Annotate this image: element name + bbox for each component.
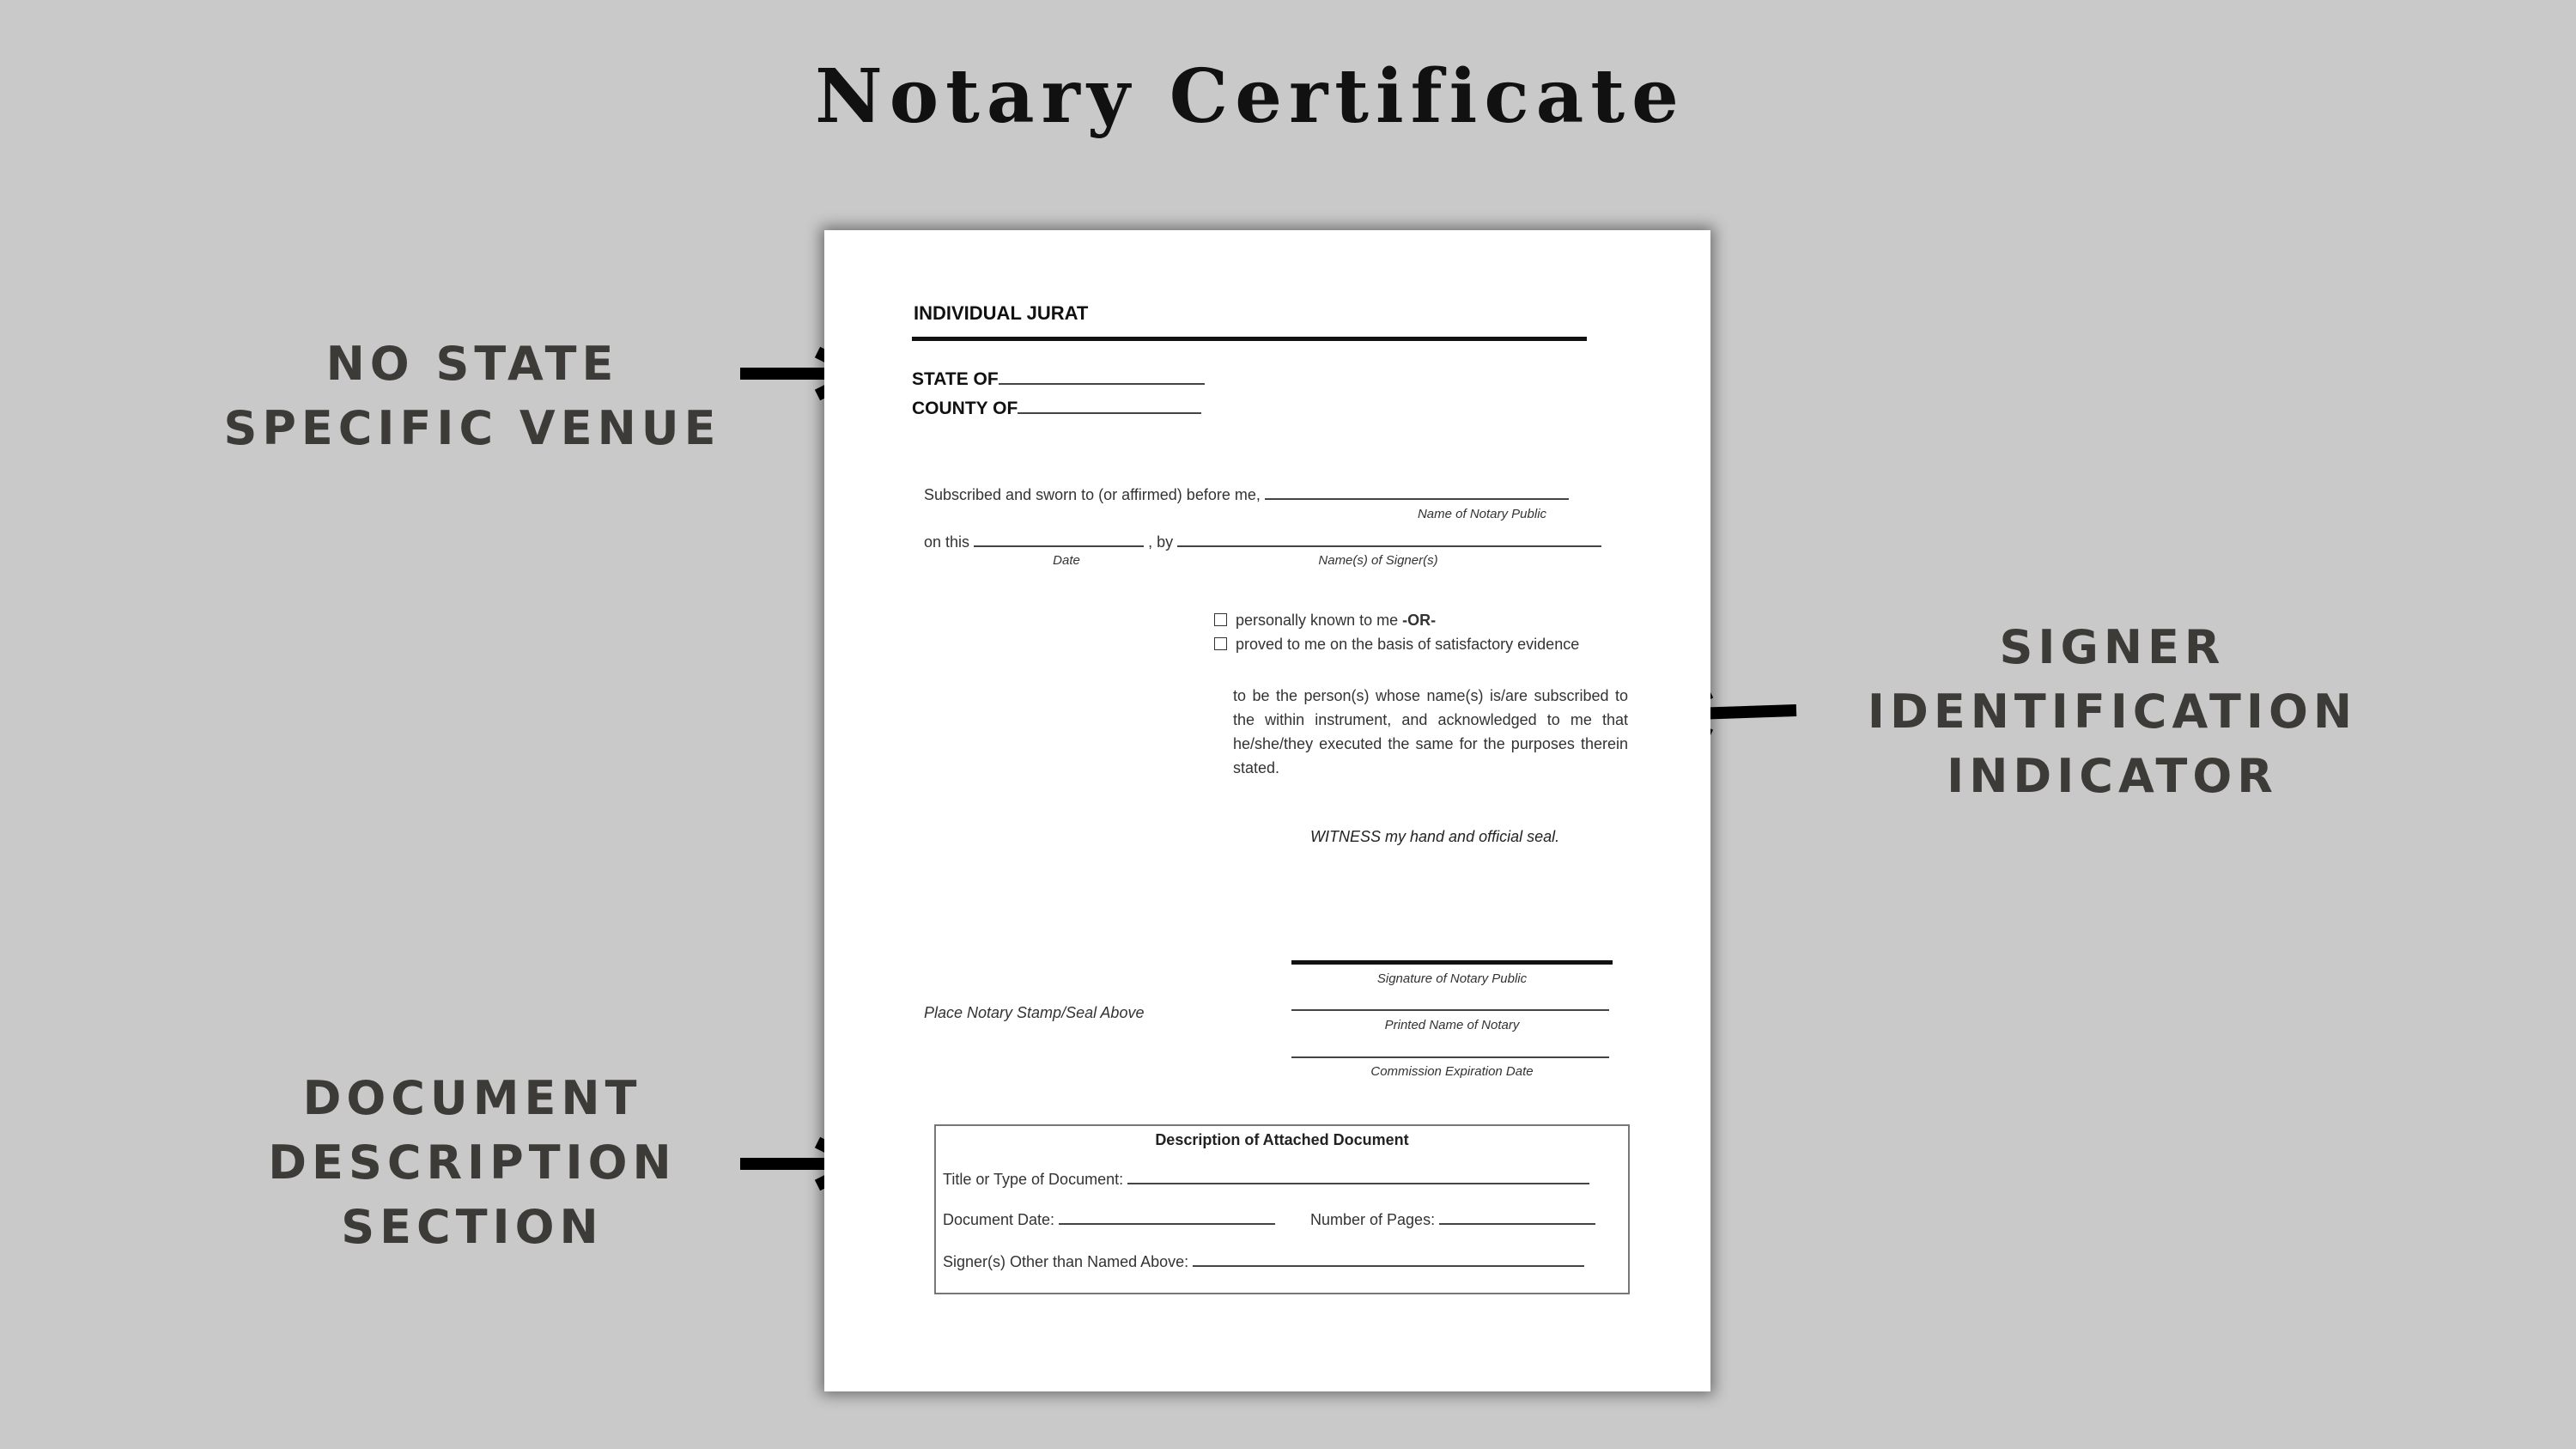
signature-caption: Signature of Notary Public <box>1376 971 1528 986</box>
checkbox-known-row <box>1214 612 1436 630</box>
signature-line[interactable] <box>1291 960 1613 965</box>
person-paragraph: to be the person(s) whose name(s) is/are subscribed to the within instrument, and acknowledged to me that he/she/they executed the same for the purposes therein stated. <box>1233 687 1628 776</box>
callout-signer-line3: INDICATOR <box>1947 749 2278 803</box>
desc-pages-field[interactable] <box>1439 1223 1595 1225</box>
signers-caption: Name(s) of Signer(s) <box>1318 553 1438 568</box>
callout-description <box>215 1066 730 1259</box>
proved-checkbox[interactable] <box>1214 637 1227 650</box>
desc-title-type-field[interactable] <box>1127 1183 1589 1184</box>
state-field[interactable] <box>999 383 1205 385</box>
callout-signer <box>1855 615 2370 808</box>
desc-title-type-label: Title or Type of Document: <box>943 1171 1124 1188</box>
callout-description-line2: DESCRIPTION <box>268 1135 677 1190</box>
proved-label: proved to me on the basis of satisfactory evidence <box>1236 636 1580 653</box>
desc-title-row <box>943 1171 1589 1189</box>
callout-venue-line1: NO STATE <box>325 337 619 391</box>
page-title: Notary Certificate <box>815 53 1686 140</box>
notary-name-caption: Name of Notary Public <box>1417 507 1547 521</box>
or-label: -OR- <box>1402 612 1437 629</box>
date-field[interactable] <box>974 545 1144 547</box>
description-box <box>934 1124 1630 1294</box>
desc-date-field[interactable] <box>1059 1223 1275 1225</box>
callout-venue <box>215 332 730 460</box>
on-this-text: on this <box>924 533 970 551</box>
desc-signers-field[interactable] <box>1193 1265 1584 1267</box>
county-field[interactable] <box>1018 412 1201 414</box>
notary-name-field[interactable] <box>1265 498 1569 500</box>
callout-signer-line1: SIGNER <box>1999 620 2226 674</box>
county-line <box>912 399 1201 419</box>
desc-pages-row <box>1310 1211 1595 1229</box>
by-text: , by <box>1148 533 1174 551</box>
callout-description-line3: SECTION <box>341 1200 604 1254</box>
document-heading: INDIVIDUAL JURAT <box>914 302 1089 324</box>
desc-date-label: Document Date: <box>943 1211 1055 1228</box>
callout-signer-line2: IDENTIFICATION <box>1867 685 2358 739</box>
county-label: COUNTY OF <box>912 399 1018 418</box>
subscribed-line <box>924 486 1569 504</box>
heading-rule <box>912 337 1587 341</box>
known-checkbox[interactable] <box>1214 613 1227 626</box>
subscribed-text: Subscribed and sworn to (or affirmed) before me, <box>924 486 1261 503</box>
printed-name-line[interactable] <box>1291 1009 1609 1011</box>
desc-date-row <box>943 1211 1275 1229</box>
checkbox-proved-row <box>1214 636 1579 654</box>
known-label: personally known to me <box>1236 612 1399 629</box>
date-caption: Date <box>1053 553 1080 568</box>
witness-text: WITNESS my hand and official seal. <box>1310 828 1560 845</box>
callout-description-line1: DOCUMENT <box>302 1071 642 1125</box>
desc-signers-label: Signer(s) Other than Named Above: <box>943 1253 1189 1270</box>
desc-signers-row <box>943 1253 1584 1271</box>
commission-caption: Commission Expiration Date <box>1370 1064 1534 1079</box>
date-signer-line <box>924 533 1601 551</box>
description-title: Description of Attached Document <box>1155 1131 1409 1148</box>
signer-name-field[interactable] <box>1177 545 1601 547</box>
callout-venue-line2: SPECIFIC VENUE <box>223 401 721 455</box>
commission-line[interactable] <box>1291 1056 1609 1058</box>
jurat-document <box>824 230 1710 1391</box>
printed-name-caption: Printed Name of Notary <box>1384 1018 1520 1032</box>
state-label: STATE OF <box>912 369 999 389</box>
seal-placeholder: Place Notary Stamp/Seal Above <box>924 1004 1145 1021</box>
desc-pages-label: Number of Pages: <box>1310 1211 1436 1228</box>
state-line <box>912 369 1205 390</box>
